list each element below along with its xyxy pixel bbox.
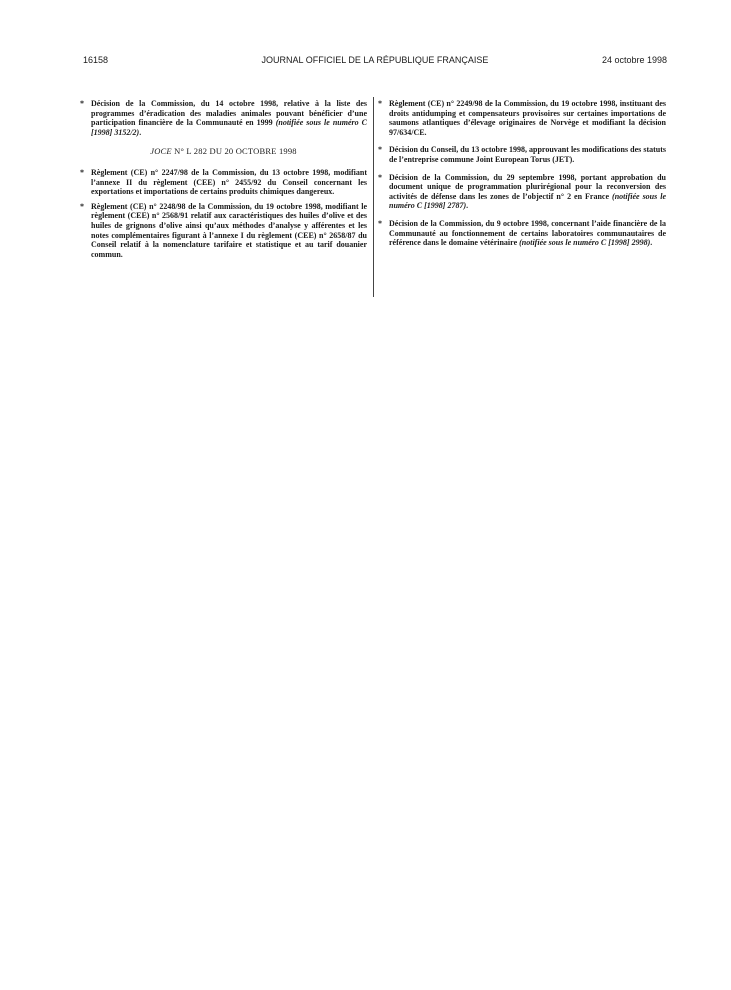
bullet-asterisk-icon: * xyxy=(80,99,84,108)
bullet-asterisk-icon: * xyxy=(80,201,84,211)
entry-tail: . xyxy=(466,201,469,211)
entry-tail: . xyxy=(139,127,142,137)
page-header xyxy=(83,52,667,68)
journal-title: JOURNAL OFFICIEL DE LA RÉPUBLIQUE FRANÇAISE xyxy=(261,55,489,65)
list-item xyxy=(378,219,666,248)
entry-text: Règlement (CE) n° 2249/98 de la Commission, du 19 octobre 1998, instituant des droits antidumping et compensateurs provisoires sur certaines importations de saumons atlantiques d’élevage originaires de Norvège et modifiant la décision 97/634/CE. xyxy=(389,99,666,137)
bullet-asterisk-icon: * xyxy=(378,218,382,228)
bullet-asterisk-icon: * xyxy=(378,145,382,155)
list-item xyxy=(80,99,367,137)
bullet-asterisk-icon: * xyxy=(378,172,382,182)
entry-reference: (notifiée sous le numéro C [1998] 2787) xyxy=(389,191,667,211)
right-column xyxy=(378,99,666,256)
entry-text: Règlement (CE) n° 2247/98 de la Commission, du 13 octobre 1998, modifiant l’annexe II du règlement (CEE) n° 2455/92 du Conseil concernant les exportations et importations de certains produits chimiques dangereux. xyxy=(91,167,367,197)
issue-date: 24 octobre 1998 xyxy=(601,55,667,65)
list-item xyxy=(378,99,666,137)
entry-text: Décision de la Commission, du 9 octobre 1998, concernant l’aide financière de la Communauté au fonctionnement de certains laboratoires communautaires de référence dans le domaine vétérinaire xyxy=(389,218,666,248)
entry-text: Décision du Conseil, du 13 octobre 1998, approuvant les modifications des statuts de l’entreprise commune Joint European Torus (JET). xyxy=(389,145,666,164)
list-item xyxy=(378,145,666,164)
bullet-asterisk-icon: * xyxy=(378,99,382,108)
entry-reference: (notifiée sous le numéro C [1998] 3152/2) xyxy=(91,118,367,137)
entry-text: Décision de la Commission, du 29 septembre 1998, portant approbation du document unique de programmation plurirégional pour la reconversion des activités de défense dans les zones de l’objectif n° 2 en France xyxy=(389,172,666,201)
joce-issue: N° L 282 DU 20 OCTOBRE 1998 xyxy=(171,146,297,157)
entry-text: Décision de la Commission, du 14 octobre 1998, relative à la liste des programmes d’éradication des maladies animales pouvant bénéficier d’une participation financière de la Communauté en 1999 xyxy=(91,99,367,128)
entry-text: Règlement (CE) n° 2248/98 de la Commission, du 19 octobre 1998, modifiant le règlement (CEE) n° 2568/91 relatif aux caractéristiques des huiles d’olive et des huiles de grignons d’olive ainsi qu’aux méthodes d’analyse y afférentes et les notes complémentaires figurant à l’annexe I du règlement (CEE) n° 2658/87 du Conseil relatif à la nomenclature tarifaire et statistique et au tarif douanier commun. xyxy=(91,201,367,259)
entry-reference: (notifiée sous le numéro C [1998] 2998) xyxy=(519,238,651,248)
list-item xyxy=(80,168,367,197)
joce-label: JOCE xyxy=(150,146,172,157)
list-item xyxy=(378,173,666,211)
left-column xyxy=(80,99,367,264)
page-number: 16158 xyxy=(83,55,109,65)
bullet-asterisk-icon: * xyxy=(80,167,84,177)
joce-heading xyxy=(80,147,367,157)
column-divider xyxy=(373,97,374,297)
list-item xyxy=(80,202,367,260)
entry-tail: . xyxy=(650,238,653,248)
